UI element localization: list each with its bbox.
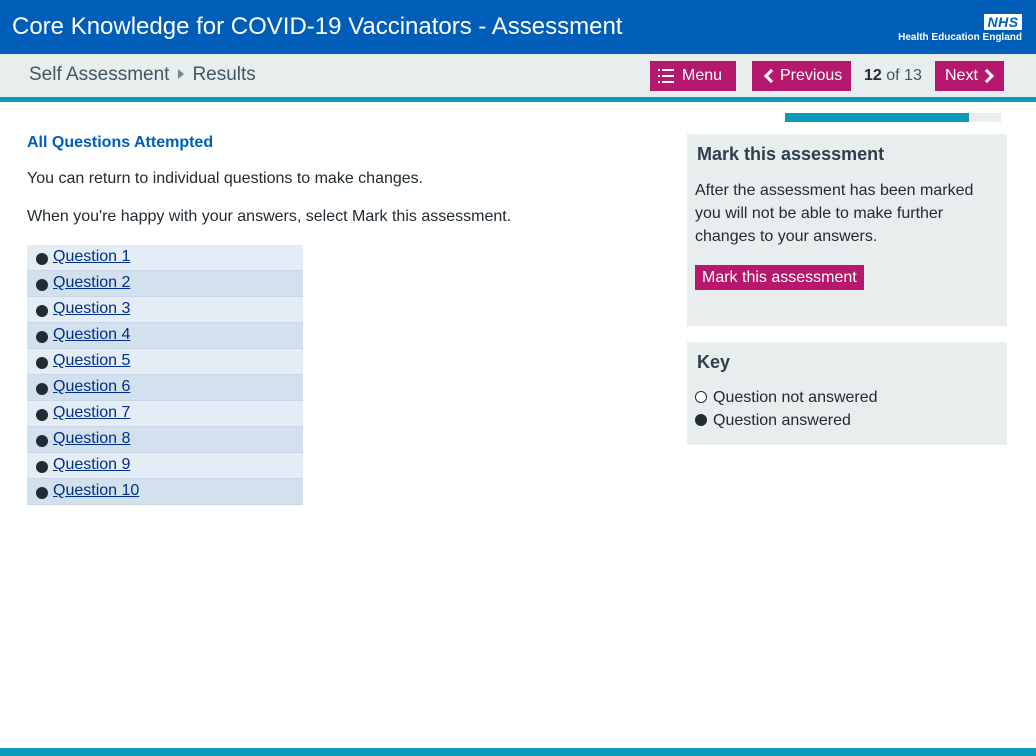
page-total: of 13: [886, 67, 922, 84]
question-row: [27, 271, 303, 297]
app-title: Core Knowledge for COVID-19 Vaccinators - Assessment: [12, 13, 623, 40]
previous-button[interactable]: [752, 61, 851, 91]
nhs-hee-logo: [862, 14, 1022, 46]
question-9-link[interactable]: Question 9: [53, 456, 131, 473]
answered-dot-icon: [36, 461, 48, 473]
page-counter: [864, 67, 922, 85]
answered-dot-icon: [36, 409, 48, 421]
page-current: 12: [864, 67, 882, 84]
answered-dot-icon: [36, 435, 48, 447]
key-panel-title: Key: [697, 352, 731, 372]
organisation-name: Health Education England: [898, 32, 1022, 43]
key-panel: [687, 342, 1007, 445]
question-2-link[interactable]: Question 2: [53, 274, 131, 291]
breadcrumb-item-results: Results: [192, 64, 256, 85]
next-button[interactable]: [935, 61, 1004, 91]
menu-button[interactable]: [650, 61, 736, 91]
chevron-left-icon: [764, 69, 778, 83]
answered-dot-icon: [36, 279, 48, 291]
next-button-label: Next: [945, 67, 978, 84]
question-3-link[interactable]: Question 3: [53, 300, 131, 317]
status-heading: All Questions Attempted: [27, 134, 214, 151]
key-item-answered: [695, 412, 851, 430]
answered-dot-icon: [36, 383, 48, 395]
key-label-answered: Question answered: [713, 412, 851, 429]
progress-bar: [785, 113, 1001, 122]
question-row: [27, 349, 303, 375]
title-bar: [0, 0, 1036, 54]
previous-button-label: Previous: [780, 67, 843, 84]
filled-circle-icon: [695, 414, 707, 426]
question-7-link[interactable]: Question 7: [53, 404, 131, 421]
navigation-bar: [0, 54, 1036, 97]
answered-dot-icon: [36, 357, 48, 369]
key-item-not-answered: [695, 389, 878, 407]
question-row: [27, 453, 303, 479]
question-5-link[interactable]: Question 5: [53, 352, 131, 369]
question-row: [27, 323, 303, 349]
question-row: [27, 427, 303, 453]
answered-dot-icon: [36, 305, 48, 317]
question-row: [27, 297, 303, 323]
breadcrumb-item-self-assessment: Self Assessment: [29, 64, 170, 85]
chevron-right-icon: [980, 69, 994, 83]
question-10-link[interactable]: Question 10: [53, 482, 140, 499]
question-row: [27, 401, 303, 427]
question-4-link[interactable]: Question 4: [53, 326, 131, 343]
question-row: [27, 245, 303, 271]
mark-panel-title: Mark this assessment: [697, 144, 885, 164]
mark-panel-text: After the assessment has been marked you will not be able to make further changes to your answers.: [695, 182, 974, 245]
nhs-logo-mark: NHS: [984, 14, 1022, 30]
answered-dot-icon: [36, 331, 48, 343]
question-6-link[interactable]: Question 6: [53, 378, 131, 395]
breadcrumb-separator-icon: [178, 69, 184, 79]
intro-text-return: You can return to individual questions to make changes.: [27, 170, 424, 187]
nav-accent-line: [0, 97, 1036, 102]
progress-bar-fill: [785, 113, 969, 122]
question-row: [27, 479, 303, 505]
intro-text-mark: When you're happy with your answers, select Mark this assessment.: [27, 208, 512, 225]
question-row: [27, 375, 303, 401]
footer-bar: [0, 748, 1036, 756]
mark-assessment-panel: [687, 134, 1007, 326]
answered-dot-icon: [36, 253, 48, 265]
breadcrumb: [29, 64, 256, 86]
mark-assessment-button[interactable]: Mark this assessment: [695, 265, 864, 290]
question-8-link[interactable]: Question 8: [53, 430, 131, 447]
question-1-link[interactable]: Question 1: [53, 248, 131, 265]
answered-dot-icon: [36, 487, 48, 499]
question-list: [27, 245, 303, 505]
empty-circle-icon: [695, 391, 707, 403]
list-menu-icon: [658, 69, 674, 83]
menu-button-label: Menu: [682, 67, 723, 84]
key-label-not-answered: Question not answered: [713, 389, 878, 406]
